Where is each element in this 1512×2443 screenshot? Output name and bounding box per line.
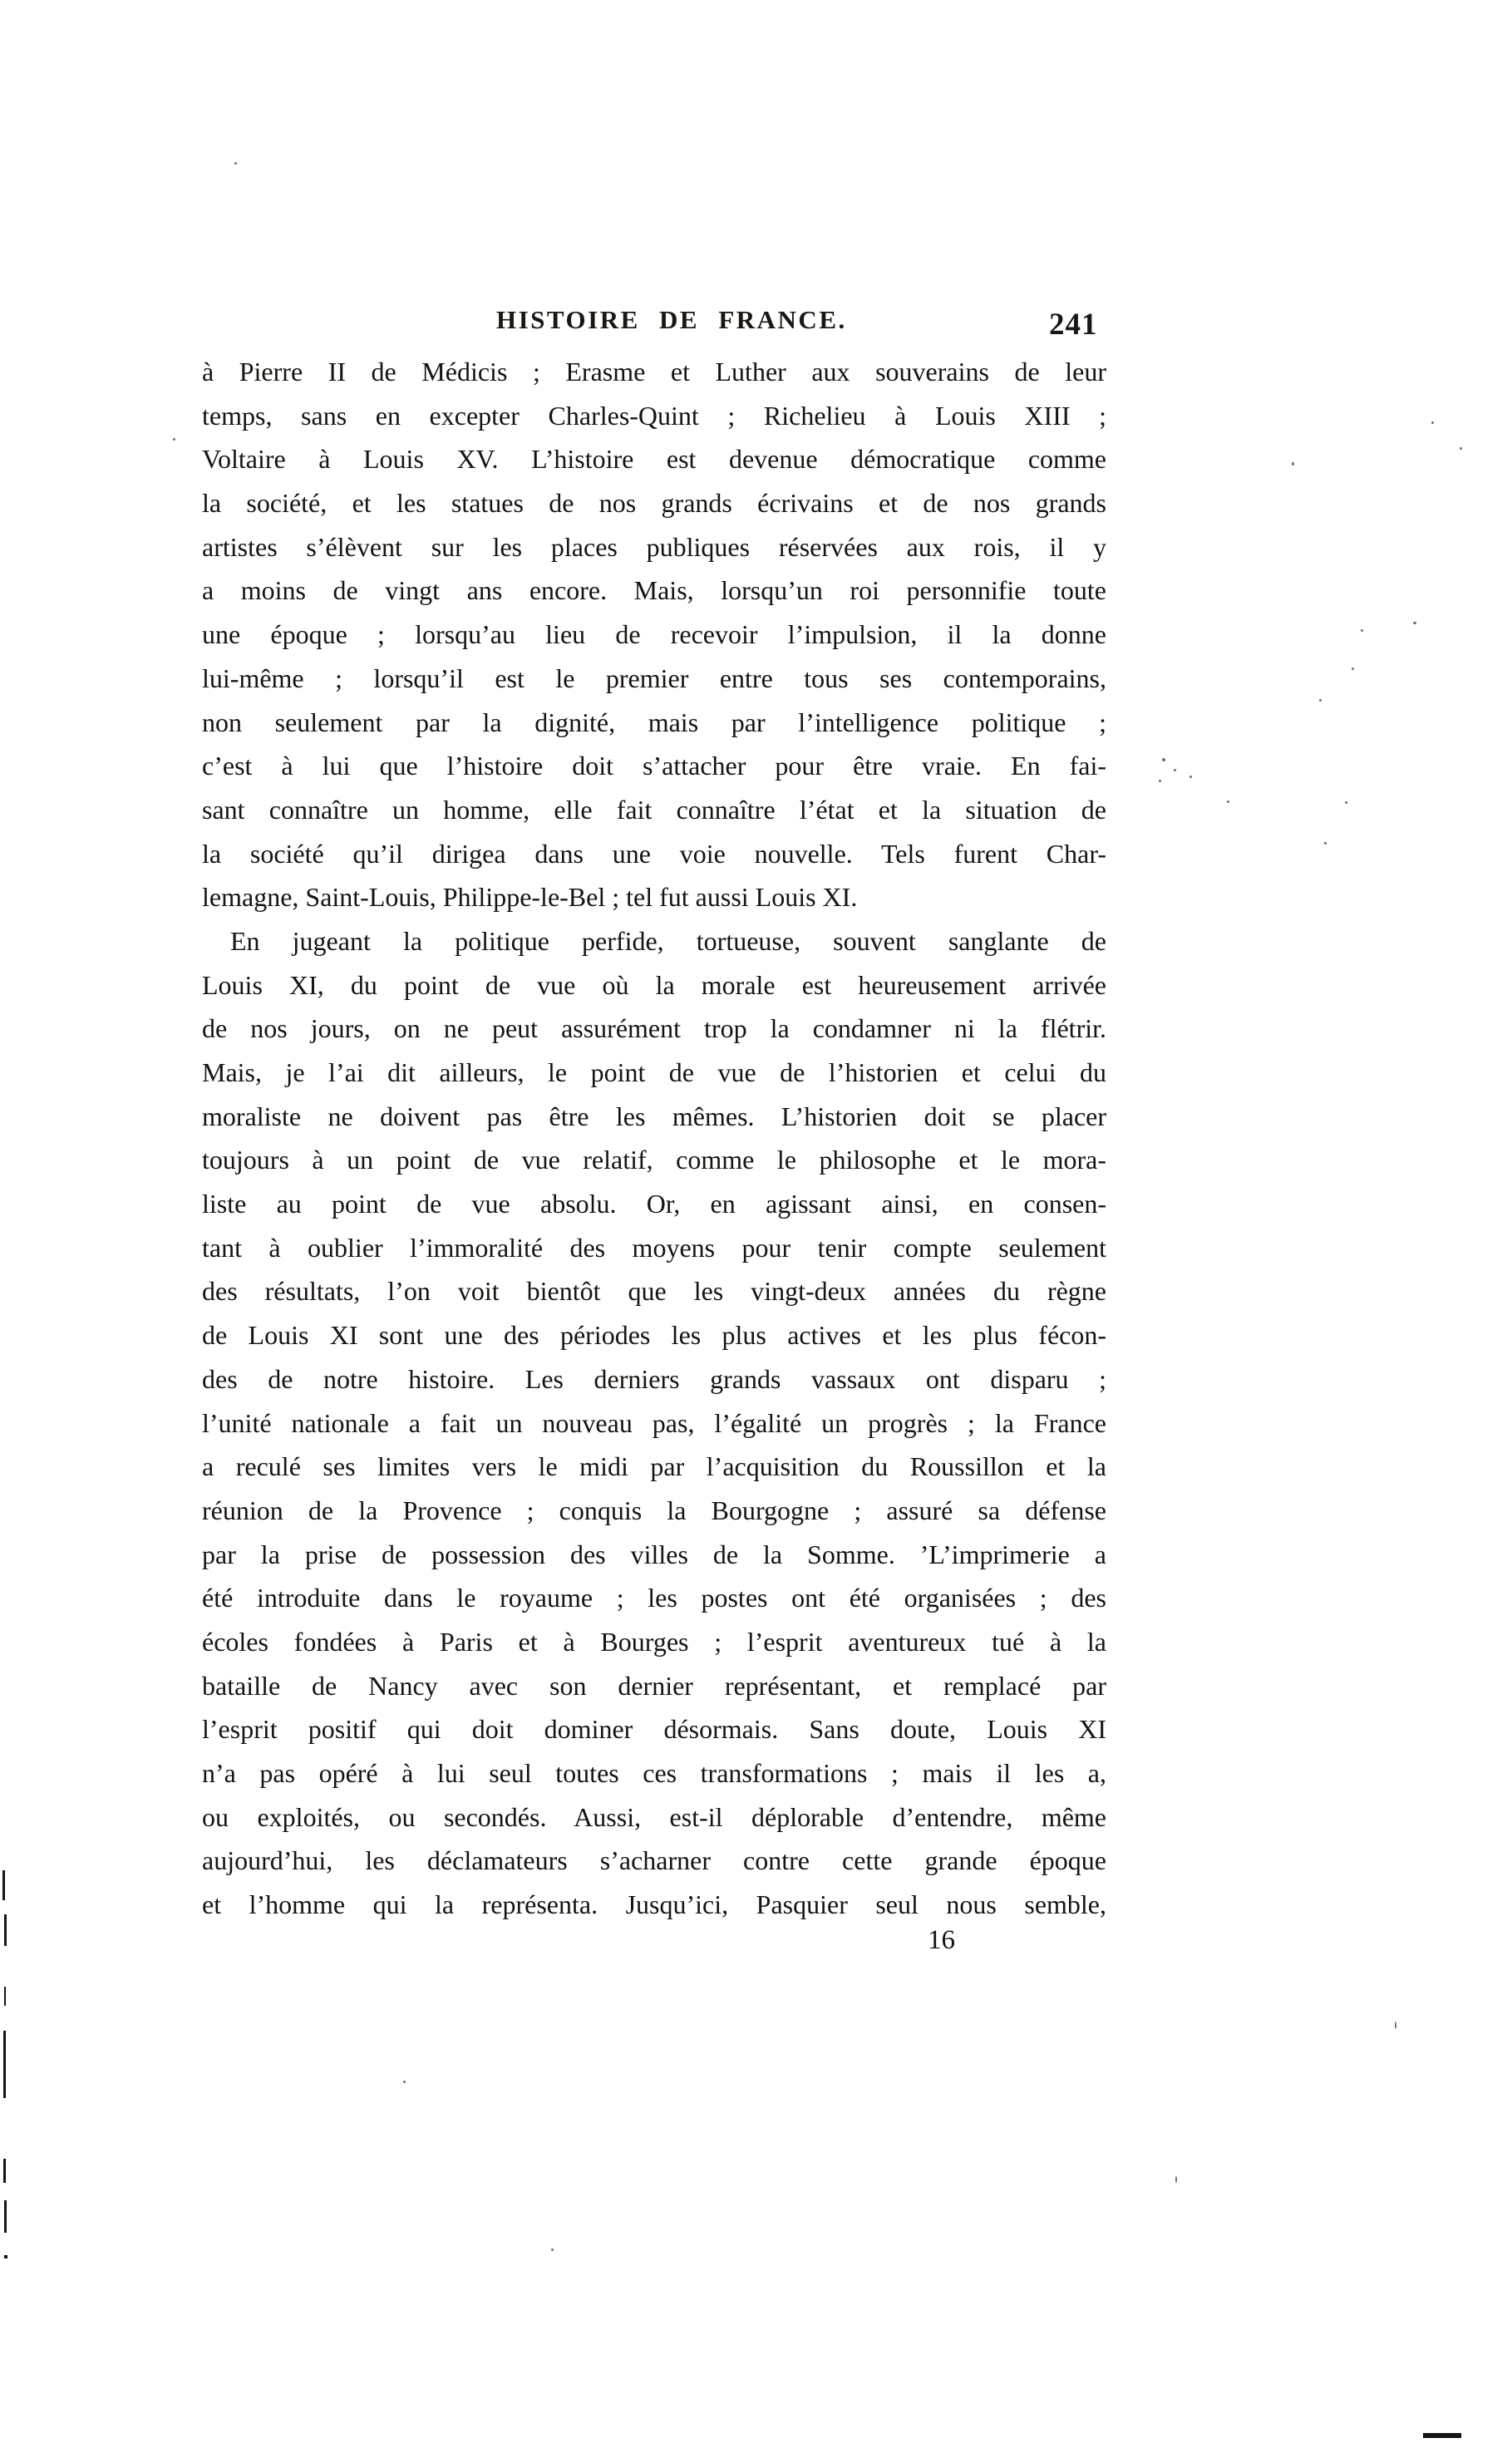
- body-text: [202, 350, 1106, 1927]
- text-line: l’unité nationale a fait un nouveau pas, l’égalité un progrès ; la France: [202, 1407, 1106, 1438]
- text-line: Louis XI, du point de vue où la morale est heureusement arrivée: [202, 969, 1106, 1000]
- text-line: toujours à un point de vue relatif, comme le philosophe et le mora-: [202, 1145, 1106, 1175]
- text-line: lui-même ; lorsqu’il est le premier entre tous ses contemporains,: [202, 662, 1106, 693]
- scan-speck: [1162, 758, 1165, 761]
- scan-speck: [1460, 447, 1462, 450]
- scan-speck: [1175, 2176, 1177, 2183]
- scan-artifact-line: [3, 2031, 6, 2098]
- scan-speck: [1159, 780, 1161, 782]
- text-line: lemagne, Saint-Louis, Philippe-le-Bel ; tel fut aussi Louis XI.: [202, 882, 858, 913]
- scan-speck: [1413, 622, 1416, 624]
- scan-speck: [234, 162, 237, 165]
- page-number: 241: [1049, 308, 1098, 342]
- scan-artifact-line: [4, 2200, 7, 2233]
- text-line: En jugeant la politique perfide, tortueuse, souvent sanglante de: [230, 925, 1106, 956]
- text-line: n’a pas opéré à lui seul toutes ces transformations ; mais il les a,: [202, 1758, 1106, 1788]
- scan-speck: [1431, 421, 1434, 424]
- text-line: bataille de Nancy avec son dernier représentant, et remplacé par: [202, 1670, 1106, 1701]
- text-line: de Louis XI sont une des périodes les plus actives et les plus fécon-: [202, 1320, 1106, 1351]
- scan-speck: [1361, 629, 1363, 632]
- text-line: tant à oublier l’immoralité des moyens pour tenir compte seulement: [202, 1232, 1106, 1263]
- text-line: à Pierre II de Médicis ; Erasme et Luther aux souverains de leur: [202, 357, 1106, 387]
- scan-artifact-line: [4, 1914, 7, 1946]
- scan-speck: [1395, 2022, 1396, 2029]
- scan-artifact-line: [4, 1987, 6, 2006]
- scan-speck: [1174, 769, 1176, 771]
- scan-artifact-line: [2, 1870, 5, 1900]
- text-line: écoles fondées à Paris et à Bourges ; l’esprit aventureux tué à la: [202, 1626, 1106, 1657]
- scan-speck: [1189, 776, 1192, 778]
- text-line: sant connaître un homme, elle fait connaître l’état et la situation de: [202, 794, 1106, 825]
- scan-artifact-mark: [1423, 2433, 1461, 2438]
- text-line: une époque ; lorsqu’au lieu de recevoir l’impulsion, il la donne: [202, 619, 1106, 650]
- text-line: et l’homme qui la représenta. Jusqu’ici, Pasquier seul nous semble,: [202, 1889, 1106, 1920]
- text-line: été introduite dans le royaume ; les postes ont été organisées ; des: [202, 1583, 1106, 1613]
- text-line: Voltaire à Louis XV. L’histoire est devenue démocratique comme: [202, 444, 1106, 475]
- scan-speck: [1319, 699, 1322, 702]
- text-line: par la prise de possession des villes de la Somme. ’L’imprimerie a: [202, 1539, 1106, 1569]
- text-line: ou exploités, ou secondés. Aussi, est-il déplorable d’entendre, même: [202, 1801, 1106, 1832]
- scan-speck: [551, 2248, 554, 2251]
- scan-speck: [1227, 800, 1229, 803]
- text-line: de nos jours, on ne peut assurément trop la condamner ni la flétrir.: [202, 1013, 1106, 1044]
- scan-artifact-dot: [4, 2255, 7, 2258]
- running-head: HISTOIRE DE FRANCE.: [496, 305, 847, 334]
- text-line: la société qu’il dirigea dans une voie nouvelle. Tels furent Char-: [202, 838, 1106, 869]
- text-line: non seulement par la dignité, mais par l’intelligence politique ;: [202, 707, 1106, 737]
- scan-artifact-line: [3, 2159, 6, 2183]
- text-line: réunion de la Provence ; conquis la Bourgogne ; assuré sa défense: [202, 1495, 1106, 1525]
- text-line: artistes s’élèvent sur les places publiques réservées aux rois, il y: [202, 531, 1106, 562]
- text-line: c’est à lui que l’histoire doit s’attacher pour être vraie. En fai-: [202, 751, 1106, 781]
- scan-speck: [1324, 842, 1327, 845]
- scan-speck: [1352, 667, 1354, 670]
- text-line: Mais, je l’ai dit ailleurs, le point de vue de l’historien et celui du: [202, 1057, 1106, 1087]
- signature-mark: 16: [928, 1925, 955, 1955]
- text-line: l’esprit positif qui doit dominer désormais. Sans doute, Louis XI: [202, 1714, 1106, 1745]
- text-line: des de notre histoire. Les derniers grands vassaux ont disparu ;: [202, 1363, 1106, 1394]
- text-line: a reculé ses limites vers le midi par l’acquisition du Roussillon et la: [202, 1451, 1106, 1482]
- text-line: des résultats, l’on voit bientôt que les vingt-deux années du règne: [202, 1276, 1106, 1307]
- scan-speck: [1292, 462, 1294, 465]
- text-line: a moins de vingt ans encore. Mais, lorsqu’un roi personnifie toute: [202, 575, 1106, 606]
- text-line: temps, sans en excepter Charles-Quint ; Richelieu à Louis XIII ;: [202, 400, 1106, 431]
- text-line: moraliste ne doivent pas être les mêmes. L’historien doit se placer: [202, 1101, 1106, 1131]
- text-line: la société, et les statues de nos grands écrivains et de nos grands: [202, 488, 1106, 519]
- text-line: aujourd’hui, les déclamateurs s’acharner contre cette grande époque: [202, 1845, 1106, 1876]
- text-line: liste au point de vue absolu. Or, en agissant ainsi, en consen-: [202, 1189, 1106, 1219]
- scan-speck: [1345, 801, 1347, 804]
- scan-speck: [173, 438, 175, 441]
- scan-speck: [403, 2081, 406, 2083]
